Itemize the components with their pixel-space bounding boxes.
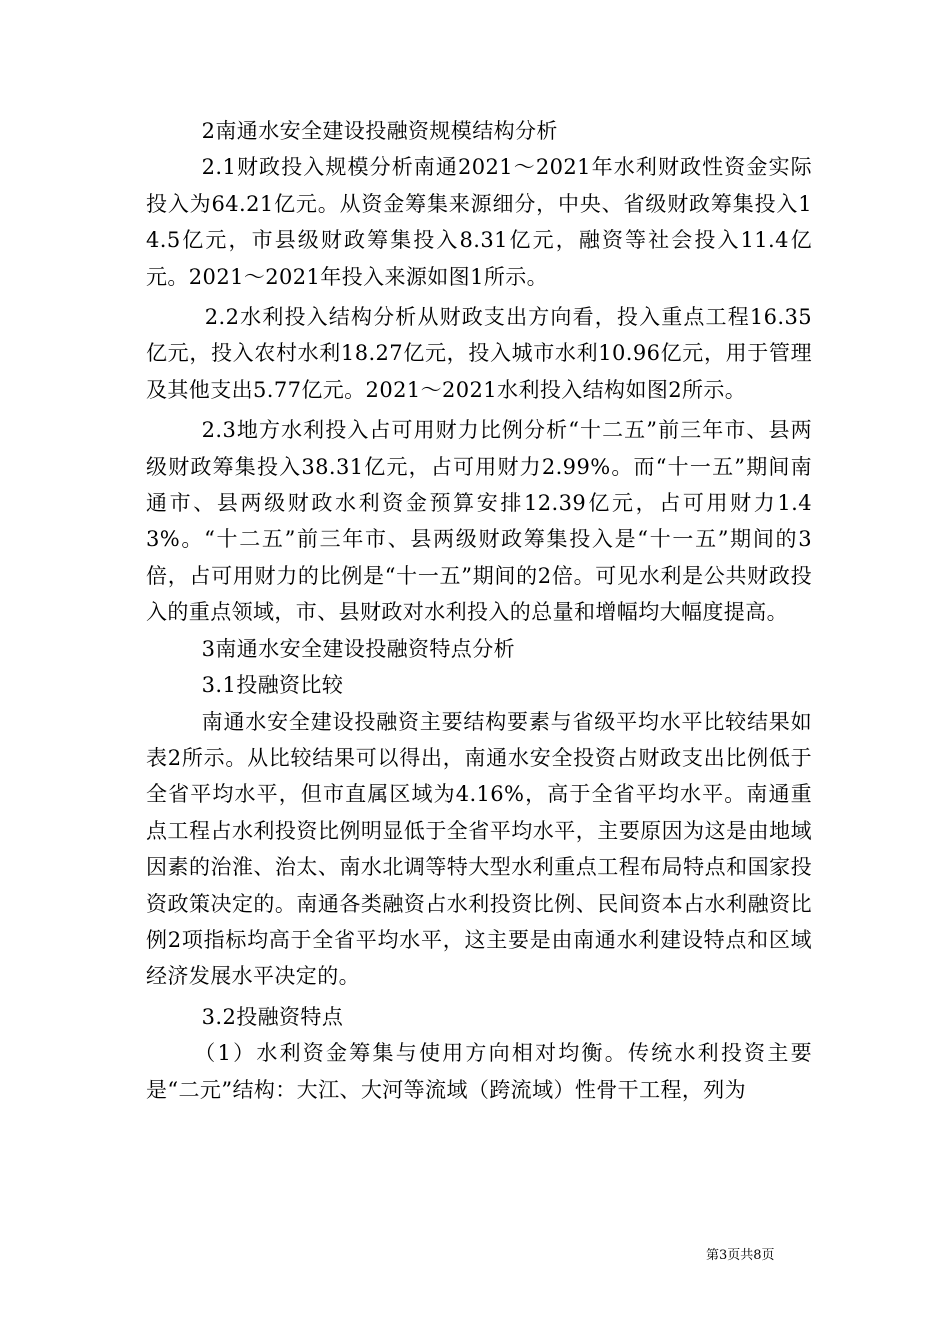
paragraph-2-3: 2.3地方水利投入占可用财力比例分析“十二五”前三年市、县两级财政筹集投入38.31亿元，占可用财力2.99%。而“十一五”期间南通市、县两级财政水利资金预算安排12.39亿元，占可用财力1.43%。“十二五”前三年市、县两级财政筹集投入是“十一五”期间的3倍，占可用财力的比例是“十一五”期间的2倍。可见水利是公共财政投入的重点领域，市、县财政对水利投入的总量和增幅均大幅度提高。 bbox=[146, 418, 812, 625]
paragraph-3-1: 南通水安全建设投融资主要结构要素与省级平均水平比较结果如表2所示。从比较结果可以得出，南通水安全投资占财政支出比例低于全省平均水平，但市直属区域为4.16%，高于全省平均水平。南通重点工程占水利投资比例明显低于全省平均水平，主要原因为这是由地域因素的治淮、治太、南水北调等特大型水利重点工程布局特点和国家投资政策决定的。南通各类融资占水利投资比例、民间资本占水利融资比例2项指标均高于全省平均水平，这主要是由南通水利建设特点和区域经济发展水平决定的。 bbox=[146, 709, 812, 989]
page-number-footer: 第3页共8页 bbox=[706, 1248, 775, 1263]
document-body bbox=[146, 113, 812, 1108]
paragraph-2-2: 2.2水利投入结构分析从财政支出方向看，投入重点工程16.35亿元，投入农村水利18.27亿元，投入城市水利10.96亿元，用于管理及其他支出5.77亿元。2021～2021水利投入结构如图2所示。 bbox=[146, 305, 812, 402]
section-heading-3: 3南通水安全建设投融资特点分析 bbox=[201, 636, 516, 661]
section-heading-2: 2南通水安全建设投融资规模结构分析 bbox=[201, 119, 558, 143]
paragraph-3-2-1: （1）水利资金筹集与使用方向相对均衡。传统水利投资主要是“二元”结构：大江、大河等流域（跨流域）性骨干工程，列为 bbox=[146, 1041, 812, 1102]
subsection-heading-3-1: 3.1投融资比较 bbox=[201, 673, 344, 698]
subsection-heading-3-2: 3.2投融资特点 bbox=[201, 1004, 344, 1029]
paragraph-2-1: 2.1财政投入规模分析南通2021～2021年水利财政性资金实际投入为64.21亿元。从资金筹集来源细分，中央、省级财政筹集投入14.5亿元，市县级财政筹集投入8.31亿元，融资等社会投入11.4亿元。2021～2021年投入来源如图1所示。 bbox=[146, 155, 812, 289]
